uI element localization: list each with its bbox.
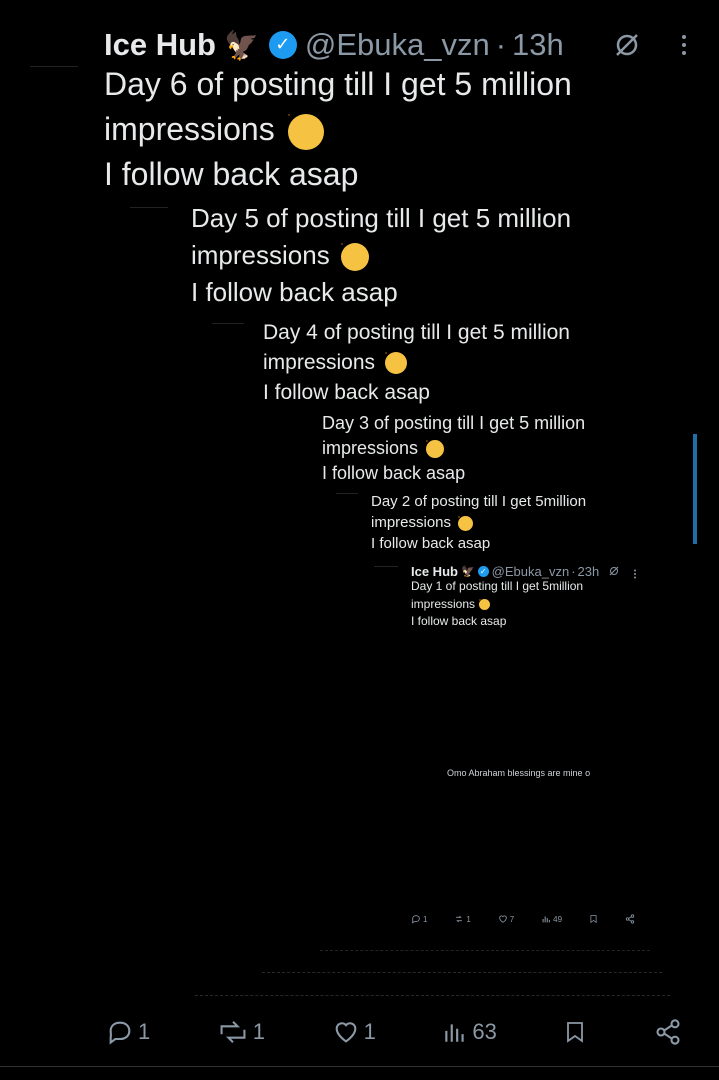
inner-tweet-text <box>411 578 583 631</box>
mini-like <box>498 914 514 924</box>
tweet-text <box>104 62 572 197</box>
mini-repost <box>454 914 470 924</box>
inner-tweet-header <box>411 563 599 579</box>
action-bar <box>106 1016 682 1048</box>
repost-icon <box>217 1018 249 1046</box>
bookmark-icon <box>563 1018 587 1046</box>
pleading-emoji-icon <box>426 440 444 458</box>
nested-line-3: I follow back asap <box>322 463 466 483</box>
eagle-emoji-icon: 🦅 <box>460 564 475 578</box>
inner-tweet-time: 23h <box>577 563 600 579</box>
heart-icon <box>498 914 508 924</box>
repost-icon <box>454 914 464 924</box>
repost-button[interactable] <box>217 1018 265 1046</box>
ghost-action-row <box>195 995 670 1004</box>
nested-line-1: Day 5 of posting till I get 5 million <box>191 203 572 233</box>
nested-line-1: Day 3 of posting till I get 5 million <box>322 413 586 433</box>
heart-icon <box>332 1018 360 1046</box>
inner-author-handle: @Ebuka_vzn <box>491 563 570 579</box>
bookmark-button[interactable] <box>563 1018 587 1046</box>
pleading-emoji-icon <box>458 516 473 531</box>
nested-line-2-row <box>322 436 585 461</box>
mute-icon[interactable] <box>612 30 642 60</box>
nested-divider <box>212 323 244 324</box>
eagle-emoji-icon: 🦅 <box>223 28 259 62</box>
mini-reply-count: 1 <box>423 914 428 924</box>
reply-button[interactable] <box>106 1018 150 1046</box>
mini-views <box>541 914 562 924</box>
nested-line-2: impressions <box>322 438 419 458</box>
nested-divider <box>130 207 168 208</box>
views-button[interactable] <box>442 1018 496 1046</box>
nested-quote-day2 <box>371 491 586 554</box>
inner-line-2: impressions <box>411 596 476 611</box>
mini-share <box>625 914 635 924</box>
reply-icon <box>106 1018 134 1046</box>
mini-views-count: 49 <box>553 914 563 924</box>
nested-line-1: Day 2 of posting till I get 5million <box>371 493 587 510</box>
tweet-line-2: impressions <box>104 111 275 147</box>
nested-line-2: impressions <box>191 240 330 270</box>
verified-badge-icon: ✓ <box>478 566 489 577</box>
mini-like-count: 7 <box>509 914 515 924</box>
tweet-line-2-row <box>104 107 572 152</box>
tweet-header <box>104 26 564 64</box>
pleading-emoji-icon <box>341 243 369 271</box>
nested-line-2: impressions <box>371 514 452 531</box>
faded-avatar-line <box>30 66 78 67</box>
author-handle[interactable]: @Ebuka_vzn <box>304 27 490 62</box>
views-icon <box>442 1018 468 1046</box>
author-name[interactable]: Ice Hub <box>104 27 216 62</box>
nested-line-2-row <box>191 237 571 274</box>
nested-line-2-row <box>371 512 586 533</box>
separator-dot: · <box>495 27 507 62</box>
inner-more-icon <box>633 566 637 576</box>
pleading-emoji-icon <box>385 352 407 374</box>
like-button[interactable] <box>332 1018 376 1046</box>
verified-badge-icon: ✓ <box>269 31 297 59</box>
pleading-emoji-icon <box>288 114 324 150</box>
inner-author-name: Ice Hub <box>411 563 458 579</box>
bookmark-icon <box>589 914 598 924</box>
image-caption: Omo Abraham blessings are mine o <box>447 768 591 778</box>
nested-line-3: I follow back asap <box>263 381 430 404</box>
nested-divider <box>374 566 398 567</box>
nested-line-1: Day 4 of posting till I get 5 million <box>263 321 570 344</box>
nested-line-3: I follow back asap <box>191 277 398 307</box>
nested-line-2: impressions <box>263 351 376 374</box>
share-button[interactable] <box>654 1018 682 1046</box>
nested-divider <box>336 493 358 494</box>
inner-line-1: Day 1 of posting till I get 5million <box>411 579 584 593</box>
mini-action-bar <box>411 912 635 926</box>
views-count: 63 <box>472 1019 497 1044</box>
inner-line-3: I follow back asap <box>411 614 507 628</box>
ghost-action-row <box>262 972 662 981</box>
share-icon <box>625 914 635 924</box>
mini-repost-count: 1 <box>466 914 471 924</box>
nested-quote-day3 <box>322 411 585 486</box>
tweet-line-1: Day 6 of posting till I get 5 million <box>104 66 572 102</box>
pleading-emoji-icon <box>479 599 490 610</box>
tweet-time[interactable]: 13h <box>512 27 564 62</box>
nested-quote-day4 <box>263 318 570 408</box>
scrollbar-thumb[interactable] <box>693 434 697 544</box>
like-count: 1 <box>363 1019 376 1044</box>
inner-mute-icon <box>608 564 620 576</box>
nested-line-3: I follow back asap <box>371 535 491 552</box>
tweet-line-3: I follow back asap <box>104 156 359 192</box>
mini-bookmark <box>589 914 598 924</box>
inner-line-2-row <box>411 596 583 614</box>
views-icon <box>541 914 551 924</box>
repost-count: 1 <box>252 1019 266 1044</box>
nested-quote-day5 <box>191 200 571 311</box>
nested-line-2-row <box>263 348 570 378</box>
more-icon[interactable] <box>680 34 688 56</box>
bottom-divider <box>0 1066 719 1067</box>
reply-icon <box>411 914 421 924</box>
share-icon <box>654 1018 682 1046</box>
reply-count: 1 <box>138 1019 151 1044</box>
ghost-action-row <box>320 950 650 959</box>
mini-reply <box>411 914 427 924</box>
inner-separator-dot: · <box>571 563 576 579</box>
